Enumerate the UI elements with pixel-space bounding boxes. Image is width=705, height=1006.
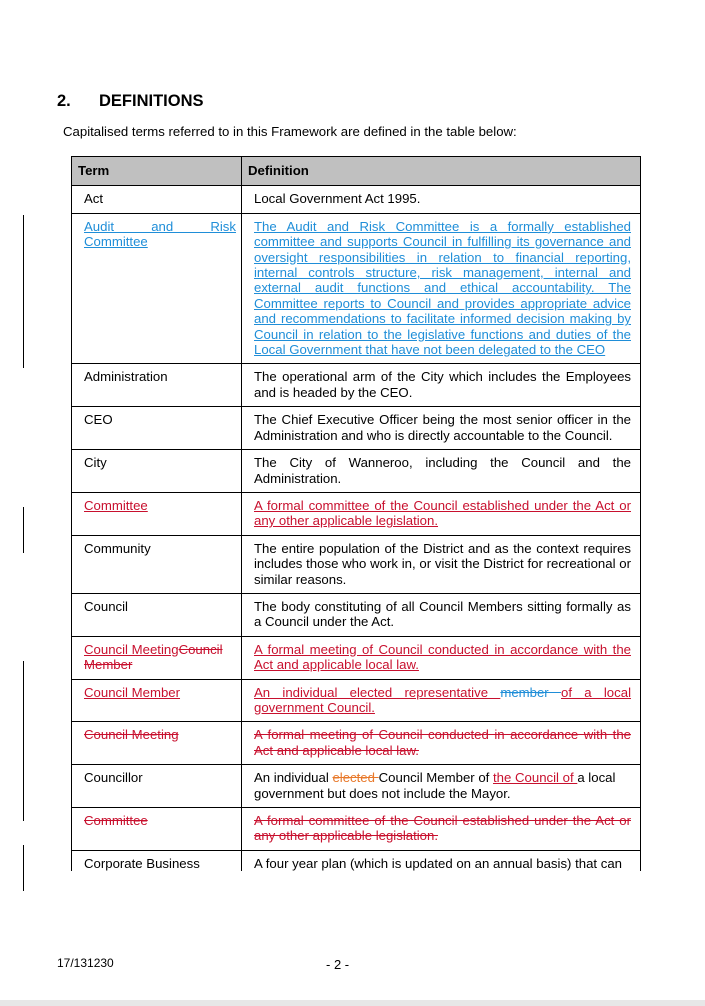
definition-text-deleted: member <box>500 684 561 700</box>
definition-cell <box>242 492 641 535</box>
definition-text: An individual <box>254 770 333 786</box>
table-header-row <box>72 157 641 186</box>
section-title: DEFINITIONS <box>99 92 204 110</box>
table-row <box>72 364 641 407</box>
change-bar <box>23 215 24 368</box>
definition-cell <box>242 636 641 679</box>
term-cell: CEO <box>72 407 242 450</box>
definition-cell: The body constituting of all Council Members sitting formally as a Council under the Act. <box>242 593 641 636</box>
definition-cell: The Chief Executive Officer being the most senior officer in the Administration and who is directly accountable to the Council. <box>242 407 641 450</box>
definition-text-inserted: The Audit and Risk Committee is a formally established committee and supports Council in fulfilling its governance and oversight responsibilities in relation to financial reporting, internal controls structure, risk management, internal and external audit functions and ethical accountability. The Committee reports to Council and provides appropriate advice and recommendations to facilitate informed decision making by Council in relation to the legislative functions and duties of the Local Government that have not been delegated to the CEO <box>254 218 631 358</box>
term-cell <box>72 808 242 851</box>
definition-cell <box>242 679 641 722</box>
definition-cell: The operational arm of the City which includes the Employees and is headed by the CEO. <box>242 364 641 407</box>
table-row <box>72 765 641 808</box>
table-row <box>72 213 641 364</box>
section-heading <box>57 92 204 111</box>
definition-cell <box>242 808 641 851</box>
intro-text: Capitalised terms referred to in this Framework are defined in the table below: <box>63 124 517 139</box>
table-row <box>72 679 641 722</box>
table-row <box>72 808 641 851</box>
definition-cell <box>242 213 641 364</box>
term-cell: Council <box>72 593 242 636</box>
definition-text-inserted: the Council of <box>493 770 578 786</box>
term-cell: Councillor <box>72 765 242 808</box>
table-row <box>72 593 641 636</box>
definition-text: a local government but does not include the Mayor. <box>254 770 616 801</box>
definition-cell <box>242 722 641 765</box>
definition-text-deleted: A formal meeting of Council conducted in accordance with the Act and applicable local law. <box>254 727 631 758</box>
term-cell: Act <box>72 186 242 213</box>
table-row <box>72 636 641 679</box>
table-row <box>72 850 641 871</box>
term-cell: City <box>72 450 242 493</box>
definition-text-deleted: A formal committee of the Council established under the Act or any other applicable legislation. <box>254 813 631 844</box>
table-row <box>72 535 641 593</box>
term-cell <box>72 636 242 679</box>
term-cell: Community <box>72 535 242 593</box>
term-text-deleted: Committee <box>84 813 148 828</box>
table-row <box>72 722 641 765</box>
header-term: Term <box>72 157 242 186</box>
term-text-inserted: Council Member <box>84 684 181 700</box>
definition-cell: The entire population of the District and as the context requires includes those who work in, or visit the District for recreational or similar reasons. <box>242 535 641 593</box>
term-cell <box>72 492 242 535</box>
definition-text-inserted: A formal meeting of Council conducted in accordance with the Act and applicable local law. <box>254 641 631 673</box>
header-definition: Definition <box>242 157 641 186</box>
page-number: - 2 - <box>326 957 350 972</box>
definition-cell: A four year plan (which is updated on an annual basis) that can <box>242 850 641 871</box>
change-bar <box>23 661 24 821</box>
table-row <box>72 186 641 213</box>
definition-text: Council Member of <box>378 770 493 786</box>
change-bar <box>23 507 24 553</box>
section-number: 2. <box>57 92 71 110</box>
definition-text-inserted: A formal committee of the Council established under the Act or any other applicable legislation. <box>254 497 631 529</box>
term-cell <box>72 679 242 722</box>
term-text-deleted: Council Member <box>84 641 223 673</box>
definition-text-deleted: elected <box>332 770 379 786</box>
term-cell <box>72 850 242 871</box>
definition-cell: The City of Wanneroo, including the Council and the Administration. <box>242 450 641 493</box>
term-text-inserted: Council Meeting <box>84 641 179 657</box>
definition-text-inserted: An individual elected representative <box>254 684 501 700</box>
term-cell <box>72 722 242 765</box>
page-edge <box>0 1000 705 1006</box>
term-text: Corporate Business <box>84 855 200 871</box>
term-text-inserted: Audit and Risk Committee <box>84 218 236 250</box>
definition-cell: Local Government Act 1995. <box>242 186 641 213</box>
document-number: 17/131230 <box>57 956 114 970</box>
table-row <box>72 407 641 450</box>
term-cell <box>72 213 242 364</box>
definition-cell <box>242 765 641 808</box>
table-row <box>72 492 641 535</box>
definitions-table <box>71 156 641 871</box>
term-cell: Administration <box>72 364 242 407</box>
term-text-deleted: Council Meeting <box>84 727 179 743</box>
term-text-inserted: Committee <box>84 497 148 513</box>
definition-text-inserted: of a local government Council. <box>254 684 631 715</box>
table-row <box>72 450 641 493</box>
change-bar <box>23 845 24 891</box>
